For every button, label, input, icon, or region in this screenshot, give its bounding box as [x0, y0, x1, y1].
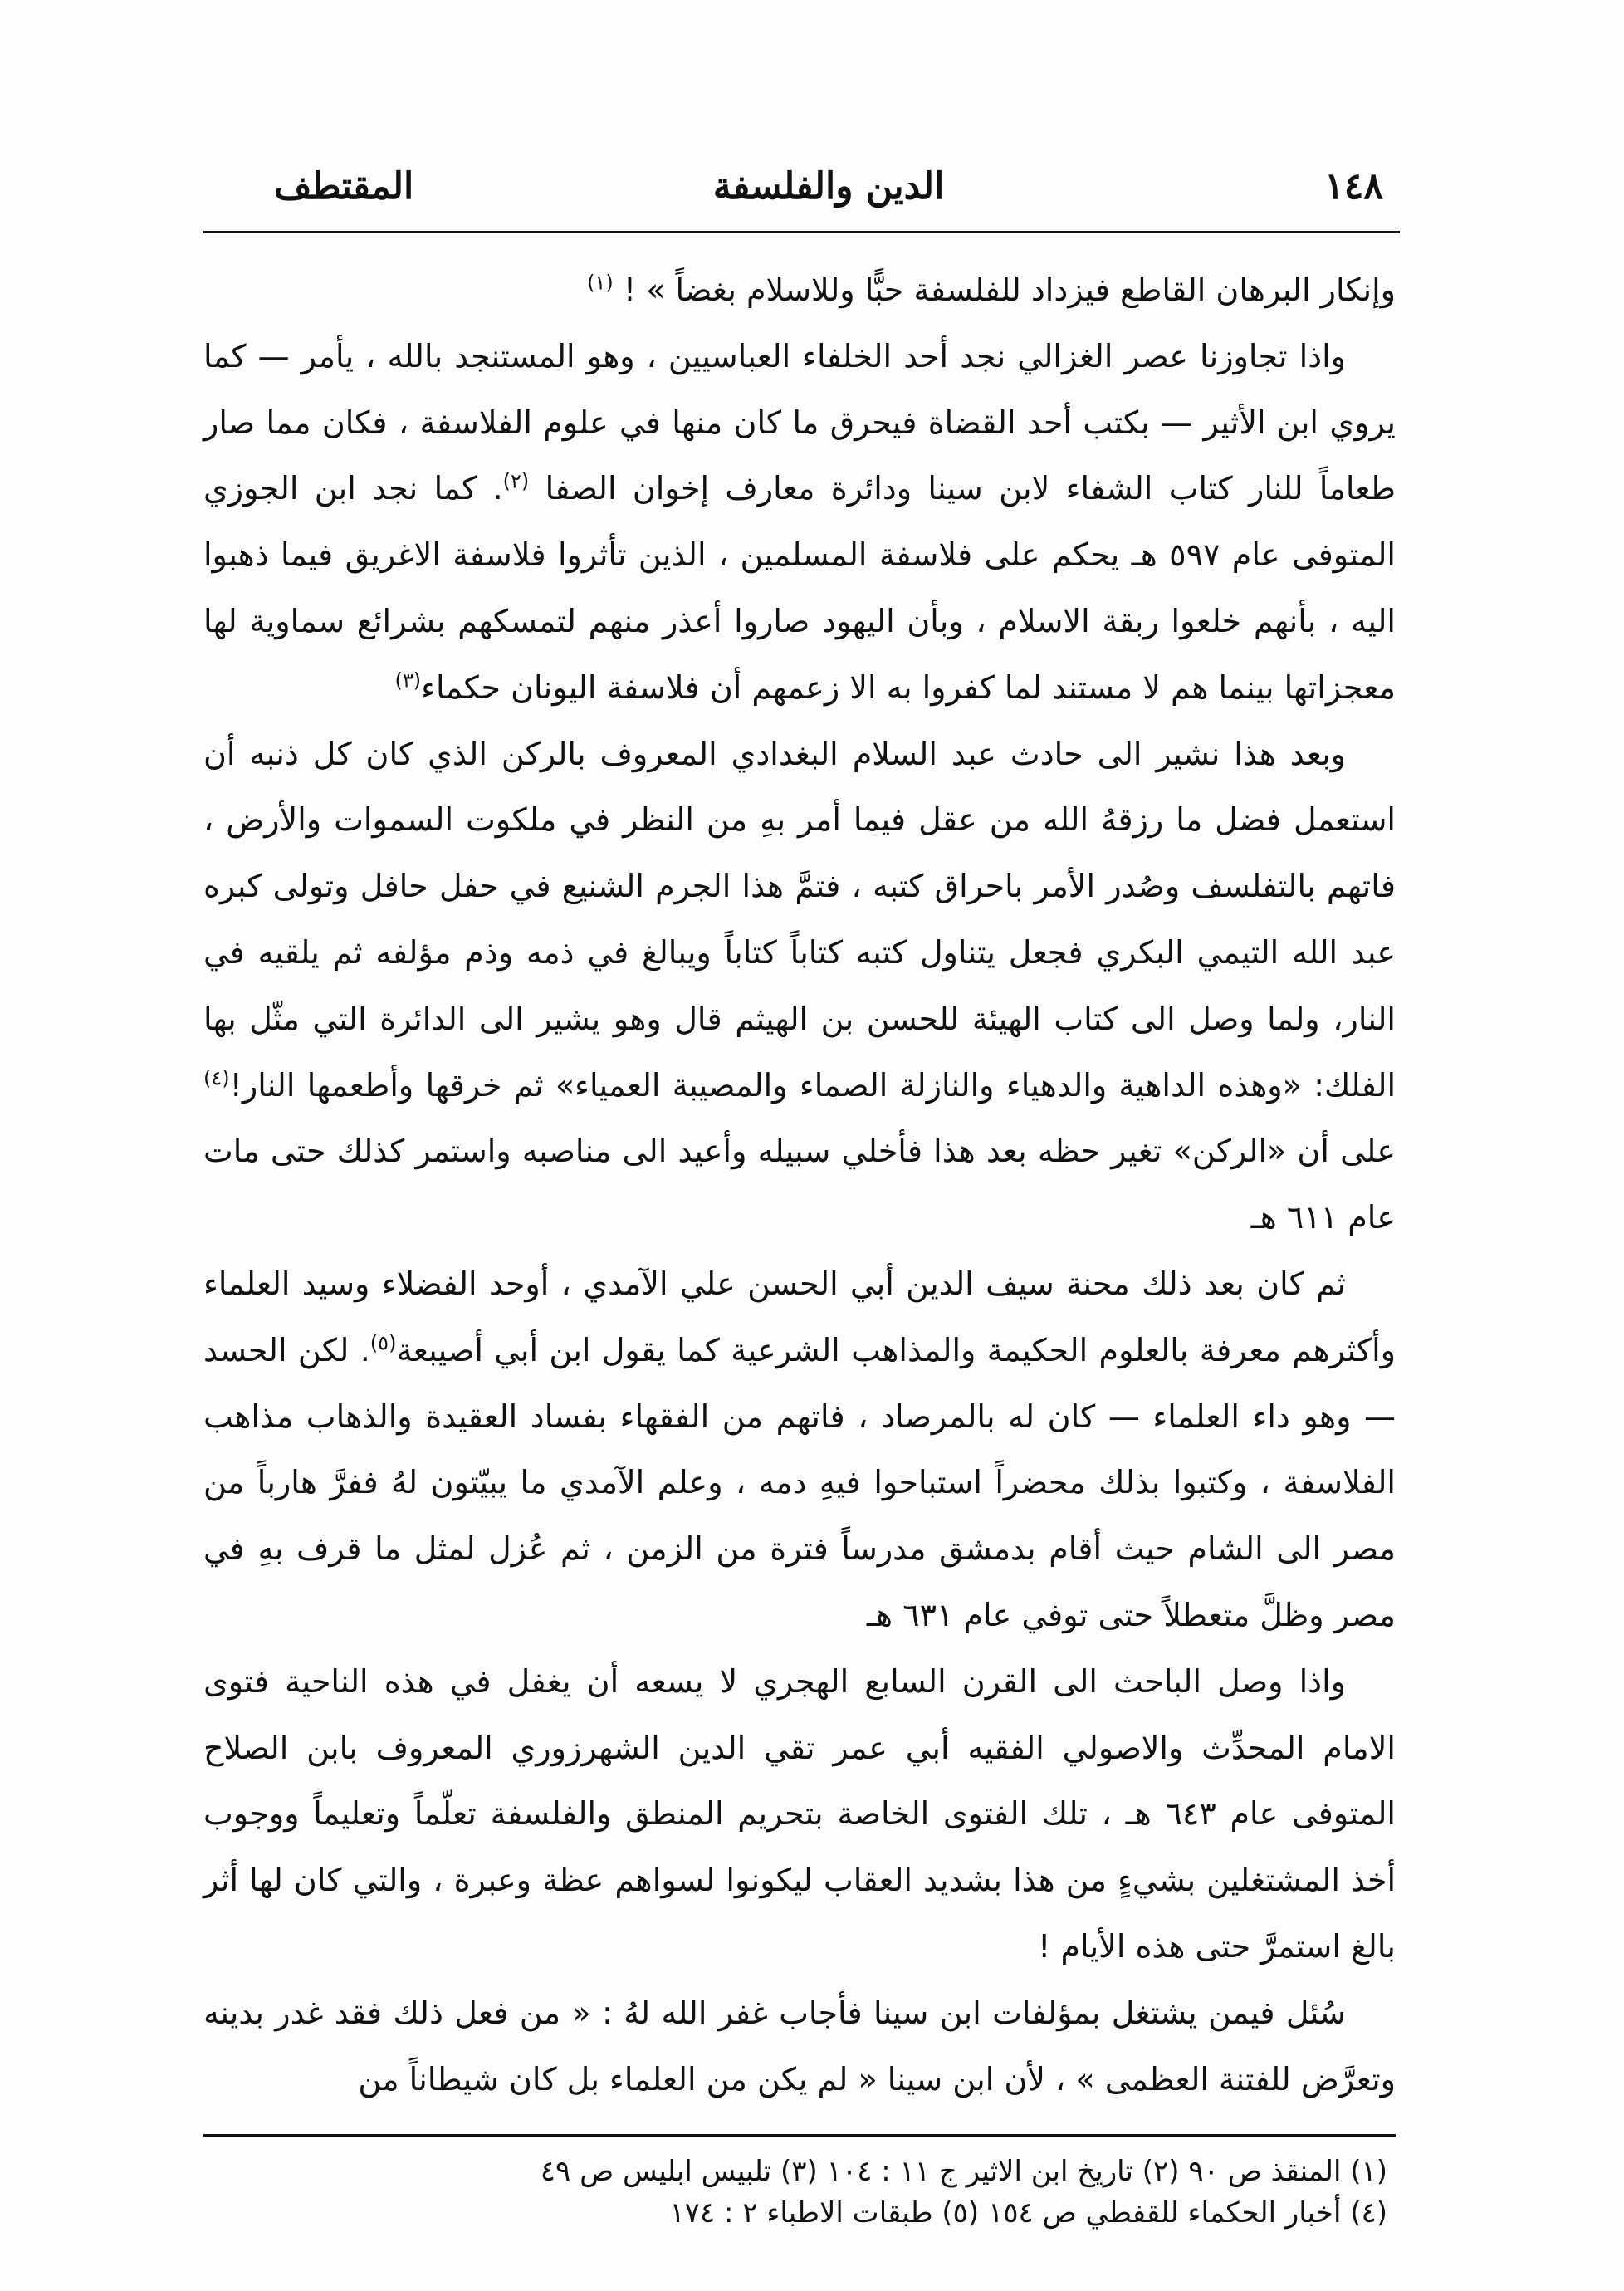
- paragraph-text: ثم كان بعد ذلك محنة سيف الدين أبي الحسن علي الآمدي ، أوحد الفضلاء وسيد العلماء وأكثرهم معرفة بالعلوم الحكيمة والمذاهب الشرعية كما يقول ابن أبي أصيبعة: [203, 1265, 1396, 1368]
- footnote-line-1: (١) المنقذ ص ٩٠ (٢) تاريخ ابن الاثير ج ١١ : ١٠٤ (٣) تلبيس ابليس ص ٤٩: [540, 2155, 1387, 2188]
- running-title: الدين والفلسفة: [712, 165, 945, 208]
- footnote-ref-4: (٤): [203, 1065, 230, 1089]
- page-header: [274, 158, 1383, 224]
- footnotes: [332, 2151, 1387, 2234]
- footnote-line-2: (٤) أخبار الحكماء للقفطي ص ١٥٤ (٥) طبقات الاطباء ٢ : ١٧٤: [669, 2196, 1387, 2230]
- paragraph-text-cont: . كما نجد ابن الجوزي المتوفى عام ٥٩٧ هـ يحكم على فلاسفة المسلمين ، الذين تأثروا فلاسفة الاغريق فيما ذهبوا اليه ، بأنهم خلعوا ربقة الاسلام ، وبأن اليهود صاروا أعذر منهم لتمسكهم بشرائع سماوية لها معجزاتها بينما هم لا مستند لما كفروا به الا زعمهم أن فلاسفة اليونان حكماء: [203, 470, 1396, 706]
- header-rule: [203, 231, 1400, 233]
- paragraph-5: [203, 1649, 1396, 1980]
- footnote-ref-5: (٥): [369, 1331, 397, 1355]
- paragraph-text: وإنكار البرهان القاطع فيزداد للفلسفة حبًّا وللاسلام بغضاً » !: [613, 272, 1396, 308]
- footnote-rule: [203, 2134, 1396, 2137]
- paragraph-text: سُئل فيمن يشتغل بمؤلفات ابن سينا فأجاب غفر الله لهُ : « من فعل ذلك فقد غدر بدينه وتعرَّض للفتنة العظمى » ، لأن ابن سينا « لم يكن من العلماء بل كان شيطاناً من: [203, 1994, 1396, 2098]
- paragraph-6: [203, 1980, 1396, 2113]
- paragraph-4: [203, 1251, 1396, 1649]
- journal-name: المقتطف: [274, 165, 414, 208]
- footnote-ref-3: (٣): [394, 668, 422, 693]
- paragraph-text-cont: على أن «الركن» تغير حظه بعد هذا فأخلي سبيله وأعيد الى مناصبه واستمر كذلك حتى مات عام ٦١١ هـ: [203, 1133, 1396, 1236]
- footnote-ref-2: (٢): [502, 469, 530, 493]
- page-number: ١٤٨: [1324, 165, 1383, 208]
- paragraph-text: واذا تجاوزنا عصر الغزالي نجد أحد الخلفاء العباسيين ، وهو المستنجد بالله ، يأمر — كما يروي ابن الأثير — بكتب أحد القضاة فيحرق ما كان منها في علوم الفلاسفة ، فكان مما صار طعاماً للنار كتاب الشفاء لابن سينا ودائرة معارف إخوان الصفا: [203, 337, 1396, 507]
- paragraph-text: وبعد هذا نشير الى حادث عبد السلام البغدادي المعروف بالركن الذي كان كل ذنبه أن استعمل فضل ما رزقهُ الله من عقل فيما أمر بهِ من النظر في ملكوت السموات والأرض ، فاتهم بالتفلسف وصُدر الأمر باحراق كتبه ، فتمَّ هذا الجرم الشنيع في حفل حافل وتولى كبره عبد الله التيمي البكري فجعل يتناول كتبه كتاباً كتاباً ويبالغ في ذمه وذم مؤلفه ثم يلقيه في النار، ولما وصل الى كتاب الهيئة للحسن بن الهيثم قال وهو يشير الى الدائرة التي مثّل بها الفلك: «وهذه الداهية والدهياء والنازلة الصماء والمصيبة العمياء» ثم خرقها وأطعمها النار!: [203, 735, 1396, 1104]
- paragraph-1: [203, 257, 1396, 324]
- paragraph-text-cont: . لكن الحسد — وهو داء العلماء — كان له بالمرصاد ، فاتهم من الفقهاء بفساد العقيدة والذهاب مذاهب الفلاسفة ، وكتبوا بذلك محضراً استباحوا فيهِ دمه ، وعلم الآمدي ما يبيّتون لهُ ففرَّ هارباً من مصر الى الشام حيث أقام بدمشق مدرساً فترة من الزمن ، ثم عُزل لمثل ما قرف بهِ في مصر وظلَّ متعطلاً حتى توفي عام ٦٣١ هـ: [203, 1331, 1396, 1633]
- paragraph-2: [203, 324, 1396, 722]
- footnote-ref-1: (١): [587, 271, 614, 295]
- paragraph-3: [203, 722, 1396, 1251]
- paragraph-text: واذا وصل الباحث الى القرن السابع الهجري لا يسعه أن يغفل في هذه الناحية فتوى الامام المحدِّث والاصولي الفقيه أبي عمر تقي الدين الشهرزوري المعروف بابن الصلاح المتوفى عام ٦٤٣ هـ ، تلك الفتوى الخاصة بتحريم المنطق والفلسفة تعلّماً وتعليماً ووجوب أخذ المشتغلين بشيءٍ من هذا بشديد العقاب ليكونوا لسواهم عظة وعبرة ، والتي كان لها أثر بالغ استمرَّ حتى هذه الأيام !: [203, 1662, 1396, 1965]
- body-text: [203, 257, 1396, 2112]
